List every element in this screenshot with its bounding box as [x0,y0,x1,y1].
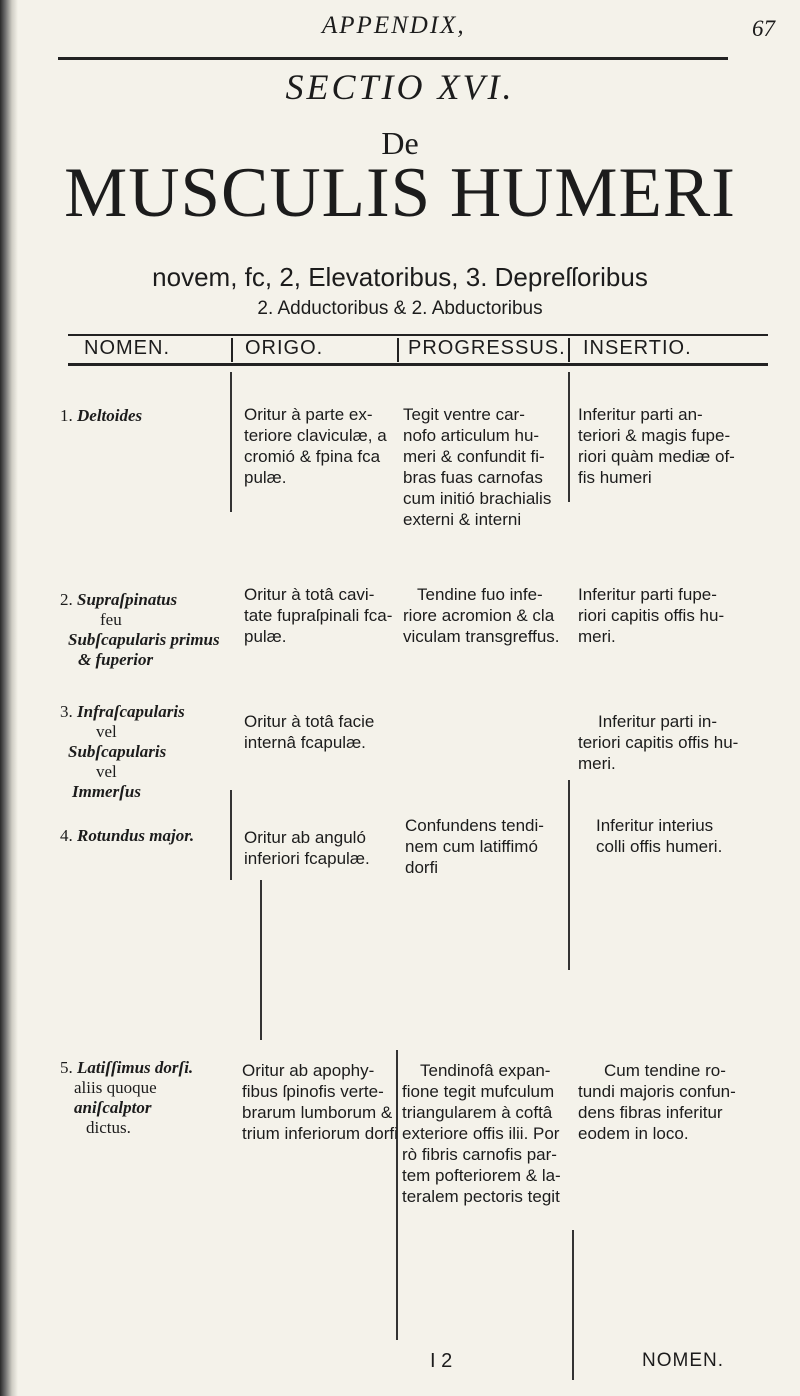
row-4-origo [244,827,370,869]
page-title: MUSCULIS HUMERI [64,154,736,232]
row-1-insertio-line: teriori & magis fupe- [578,426,731,445]
row-1-progressus-line: cum initió brachialis [403,489,552,508]
row-3-name-line: Subſcapularis [68,742,167,761]
table-header-rule-bottom [68,363,768,366]
row-5-insertio-line: Cum tendine ro- [604,1061,726,1080]
row-5-insertio-line: dens fibras inferitur [578,1103,723,1122]
page-number: 67 [752,16,775,41]
row-2-name-line: feu [100,610,122,629]
row-5-progressus-line: tem pofteriorem & la- [402,1166,561,1185]
row-5-progressus-line: fione tegit mufculum [402,1082,555,1101]
row-2-progressus-line: Tendine fuo infe- [417,585,543,604]
row-3-insertio-line: meri. [578,754,616,773]
row-1-progressus-line: externi & interni [403,510,522,529]
row-1-progressus-line: Tegit ventre car- [403,405,525,424]
signature-mark: I 2 [430,1350,453,1372]
column-header-progressus: PROGRESSUS. [408,337,566,359]
row-2-insertio [578,584,724,647]
row-1-progressus-line: meri & confundit fi- [403,447,545,466]
row-5-origo-line: fibus ſpinofis verte- [242,1082,384,1101]
row-4-progressus-line: dorfi [405,858,439,877]
row-1-origo-line: teriore claviculæ, a [244,426,387,445]
column-header-nomen: NOMEN. [84,337,170,359]
row-5-name [60,1058,193,1138]
column-header-divider [397,338,399,362]
column-header-divider [568,338,570,362]
row-3-insertio-line: Inferitur parti in- [598,712,718,731]
row-1-insertio-line: fis humeri [578,468,652,487]
row-4-progressus-line: Confundens tendi- [405,816,544,835]
row-3-name-line: Immerſus [72,782,141,801]
column-rule [572,1230,574,1380]
row-1-progressus-line: bras fuas carnofas [403,468,543,487]
row-5-origo-line: Oritur ab apophy- [242,1061,375,1080]
subtitle-line-2: 2. Adductoribus & 2. Abductoribus [257,298,543,319]
row-2-insertio-line: Inferitur parti fupe- [578,585,717,604]
row-2-insertio-line: meri. [578,627,616,646]
row-5-name-line: dictus. [86,1118,131,1137]
row-4-origo-line: inferiori fcapulæ. [244,849,370,868]
row-5-origo-line: brarum lumborum & [242,1103,393,1122]
row-1-origo-line: Oritur à parte ex- [244,405,373,424]
row-4-origo-line: Oritur ab anguló [244,828,366,847]
row-1-insertio-line: riori quàm mediæ of- [578,447,735,466]
row-3-name-line: Infraſcapularis [77,702,185,721]
row-2-name-line: & fuperior [78,650,154,669]
row-5-insertio-line: eodem in loco. [578,1124,689,1143]
header-rule [58,57,728,60]
column-rule [230,790,232,880]
row-2-origo-line: pulæ. [244,627,287,646]
row-1-origo-line: cromió & fpina fca [244,447,381,466]
column-header-insertio: INSERTIO. [583,337,692,359]
row-2-number: 2. [60,590,73,609]
column-rule [260,880,262,1040]
column-header-origo: ORIGO. [245,337,324,359]
row-1-insertio-line: Inferitur parti an- [578,405,703,424]
row-1-origo-line: pulæ. [244,468,287,487]
row-5-progressus-line: exteriore offis ilii. Por [402,1124,560,1143]
row-3-name-line: vel [96,722,117,741]
row-3-origo-line: Oritur à totâ facie [244,712,375,731]
row-5-progressus-line: triangularem à coftâ [402,1103,553,1122]
row-2-progressus-line: riore acromion & cla [403,606,555,625]
row-1-name-line: Deltoides [77,406,143,425]
row-5-progressus-line: rò fibris carnofis par- [402,1145,557,1164]
row-3-name-line: vel [96,762,117,781]
row-5-insertio [578,1060,736,1144]
row-3-insertio [578,711,739,774]
row-4-progressus-line: nem cum latiffimó [405,837,538,856]
row-1-insertio [578,404,735,488]
row-2-insertio-line: riori capitis offis hu- [578,606,725,625]
row-2-name-line: Supraſpinatus [77,590,178,609]
row-1-progressus [403,404,551,530]
row-4-insertio [596,815,722,857]
row-2-name-line: Subſcapularis primus [68,630,220,649]
column-rule [568,780,570,970]
row-2-origo-line: Oritur à totâ cavi- [244,585,375,604]
row-5-origo [242,1060,398,1144]
title-de: De [381,125,419,161]
row-5-name-line: aniſcalptor [74,1098,152,1117]
row-1-number: 1. [60,406,73,425]
row-4-progressus [405,815,544,878]
subtitle-line-1: novem, fc, 2, Elevatoribus, 3. Depreſſoribus [152,262,648,292]
row-5-progressus-line: teralem pectoris tegit [402,1187,560,1206]
section-heading: SECTIO XVI. [285,67,515,107]
catchword: NOMEN. [642,1350,724,1371]
row-1-name [60,406,142,426]
row-2-origo-line: tate fupraſpinali fca- [244,606,393,625]
row-5-name-line: Latiſſimus dorſi. [77,1058,194,1077]
row-4-name-line: Rotundus major. [77,826,195,845]
column-header-divider [231,338,233,362]
row-5-progressus [402,1060,561,1207]
column-rule [568,372,570,502]
row-3-name [60,702,185,802]
running-head-title: APPENDIX, [322,12,466,39]
row-2-progressus [403,584,560,647]
row-3-origo-line: internâ fcapulæ. [244,733,366,752]
row-5-progressus-line: Tendinofâ expan- [420,1061,551,1080]
row-2-progressus-line: viculam transgreffus. [403,627,560,646]
row-4-insertio-line: colli offis humeri. [596,837,723,856]
row-3-origo [244,711,374,753]
row-1-progressus-line: nofo articulum hu- [403,426,540,445]
running-head [0,8,800,48]
row-2-origo [244,584,392,647]
table-header-rule-top [68,334,768,336]
row-5-origo-line: trium inferiorum dorfi [242,1124,398,1143]
row-4-insertio-line: Inferitur interius [596,816,714,835]
row-2-name [60,590,220,670]
column-rule [230,372,232,512]
row-5-insertio-line: tundi majoris confun- [578,1082,736,1101]
row-5-name-line: aliis quoque [74,1078,157,1097]
row-1-origo [244,404,387,488]
row-3-number: 3. [60,702,73,721]
row-3-insertio-line: teriori capitis offis hu- [578,733,739,752]
row-4-name [60,826,194,846]
row-4-number: 4. [60,826,73,845]
row-5-number: 5. [60,1058,73,1077]
